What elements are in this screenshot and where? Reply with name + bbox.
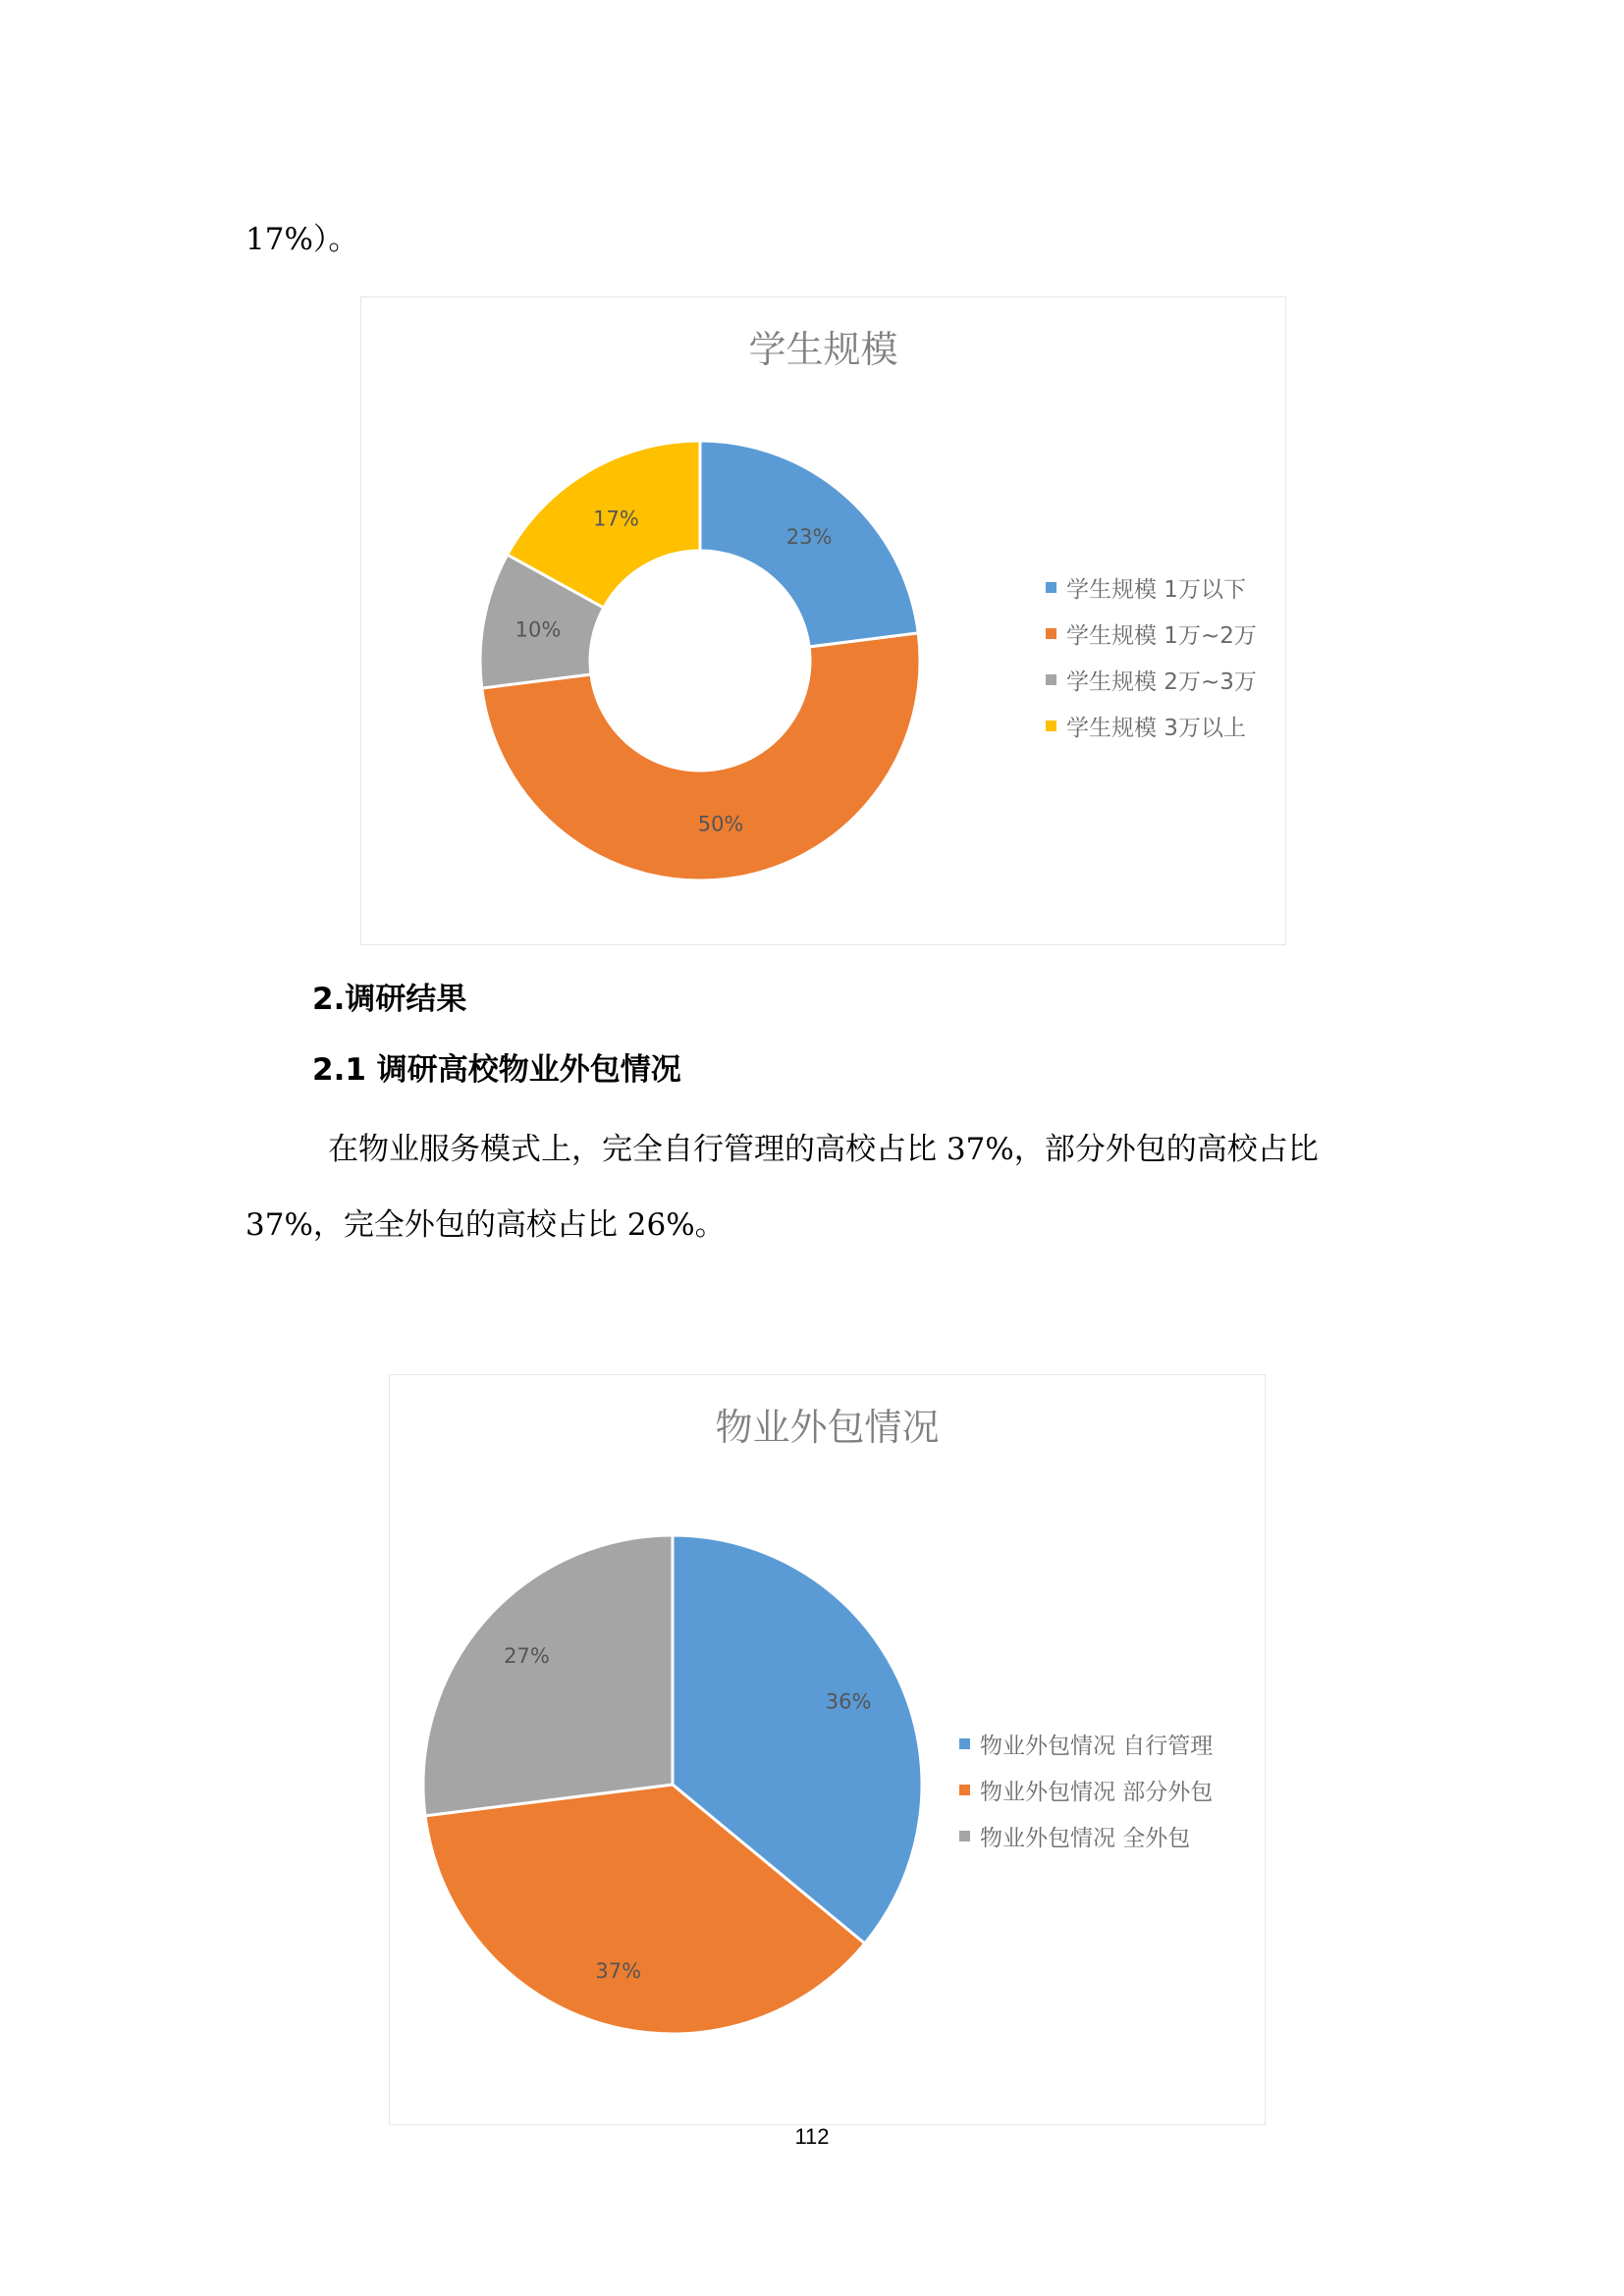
legend-swatch <box>959 1738 970 1749</box>
legend-swatch <box>1046 721 1056 731</box>
legend-swatch <box>959 1785 970 1795</box>
legend-item <box>1046 564 1257 611</box>
legend-item <box>959 1767 1213 1813</box>
chart-title: 学生规模 <box>748 328 898 371</box>
subsection-heading: 2.1 调研高校物业外包情况 <box>312 1052 681 1088</box>
legend-label: 物业外包情况 部分外包 <box>980 1780 1214 1805</box>
data-label-1: 23% <box>785 524 833 549</box>
paragraph-line-1: 在物业服务模式上，完全自行管理的高校占比 37%，部分外包的高校占比 <box>328 1132 1319 1167</box>
continuation-text: 17%）。 <box>245 222 359 257</box>
legend-item <box>1046 657 1257 703</box>
legend-swatch <box>959 1831 970 1842</box>
legend-label: 物业外包情况 全外包 <box>980 1826 1191 1851</box>
legend-item <box>1046 611 1257 657</box>
legend-label: 物业外包情况 自行管理 <box>980 1734 1214 1759</box>
legend-label: 学生规模 1万~2万 <box>1066 623 1257 649</box>
section-heading: 2.调研结果 <box>312 982 467 1017</box>
legend-label: 学生规模 1万以下 <box>1066 577 1246 603</box>
data-label-2: 50% <box>697 812 744 836</box>
student-scale-chart <box>360 296 1286 945</box>
data-label-4: 17% <box>593 507 639 531</box>
data-label-1: 36% <box>825 1689 872 1714</box>
data-label-3: 27% <box>504 1644 550 1669</box>
legend-item <box>1046 703 1257 749</box>
chart-title: 物业外包情况 <box>715 1406 940 1449</box>
data-label-2: 37% <box>595 1959 642 1984</box>
legend-item <box>959 1813 1213 1859</box>
legend-label: 学生规模 3万以上 <box>1066 716 1246 741</box>
paragraph-line-2: 37%，完全外包的高校占比 26%。 <box>245 1207 726 1243</box>
outsourcing-chart <box>389 1374 1266 2125</box>
slice-3 <box>423 1535 673 1816</box>
data-label-3: 10% <box>514 617 562 642</box>
outsourcing-legend <box>959 1721 1213 1859</box>
legend-swatch <box>1046 674 1056 685</box>
student-scale-legend <box>1046 564 1257 749</box>
legend-label: 学生规模 2万~3万 <box>1066 669 1257 695</box>
legend-swatch <box>1046 582 1056 593</box>
legend-item <box>959 1721 1213 1767</box>
legend-swatch <box>1046 628 1056 639</box>
page-number: 112 <box>794 2124 830 2149</box>
